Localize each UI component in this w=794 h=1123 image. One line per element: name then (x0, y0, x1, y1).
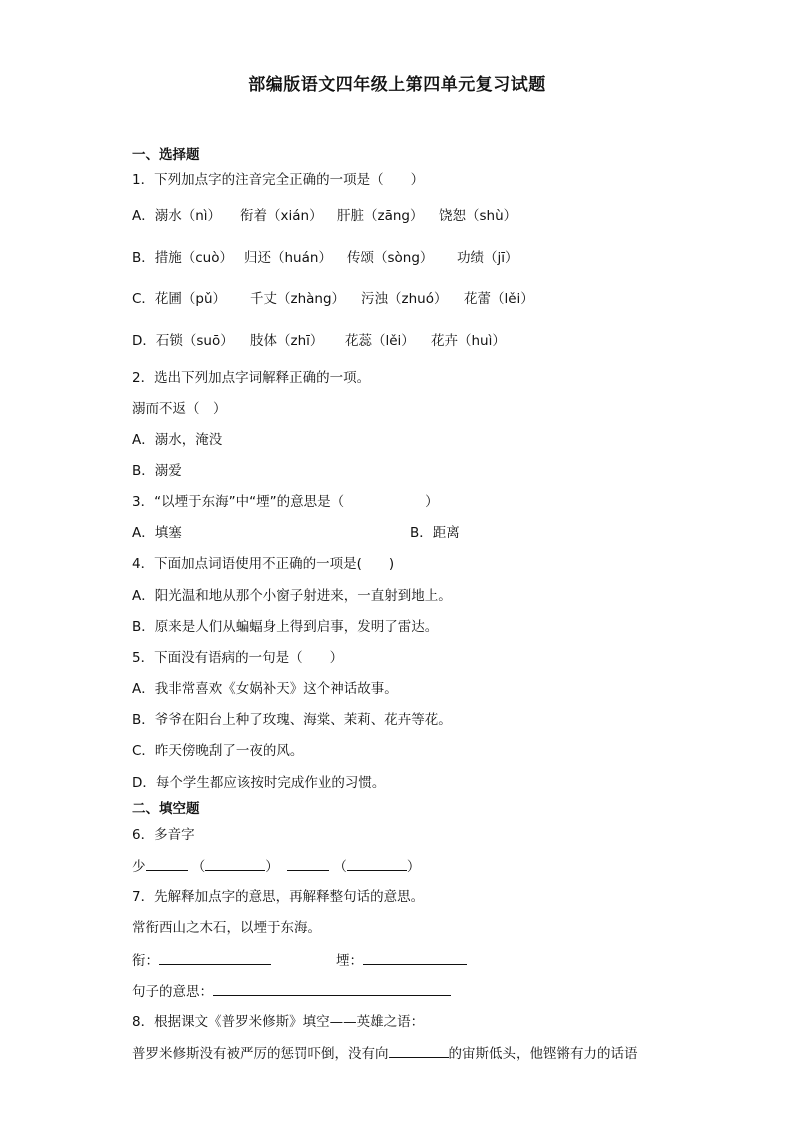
answer-blank[interactable] (213, 981, 451, 996)
sentence-end: 的宙斯低头，他铿锵有力的话语 (448, 1046, 638, 1062)
question-7-word-1 (132, 950, 271, 971)
question-5-option-b: B．爷爷在阳台上种了玫瑰、海棠、茉莉、花卉等花。 (132, 712, 452, 728)
option-text: A．溺水（nì） (132, 208, 222, 224)
paren-close: ） (406, 859, 421, 875)
question-6-blanks (132, 856, 420, 877)
section-heading-fill: 二、填空题 (132, 801, 200, 817)
field-label: 堙： (336, 953, 363, 969)
question-6-stem: 6．多音字 (132, 827, 195, 843)
option-text: 千丈（zhàng） (250, 291, 346, 307)
question-8-fill (132, 1043, 638, 1064)
question-5-option-a: A．我非常喜欢《女娲补天》这个神话故事。 (132, 681, 398, 697)
paren-open: （ (191, 859, 206, 875)
question-4-option-b: B．原来是人们从蝙蝠身上得到启事，发明了雷达。 (132, 619, 439, 635)
page-title: 部编版语文四年级上第四单元复习试题 (248, 75, 546, 95)
option-text: 花卉（huì） (431, 333, 506, 349)
question-4-stem: 4．下面加点词语使用不正确的一项是( ) (132, 556, 395, 572)
answer-blank[interactable] (389, 1043, 449, 1058)
polyphone-char: 少 (132, 859, 146, 875)
option-text: D．石锁（suō） (132, 333, 234, 349)
field-label: 衔： (132, 953, 159, 969)
option-text: 污浊（zhuó） (361, 291, 448, 307)
question-1-stem: 1．下列加点字的注音完全正确的一项是（ ） (132, 172, 425, 188)
paren-open: （ (333, 859, 347, 875)
option-text: 归还（huán） (244, 250, 332, 266)
question-5-option-c: C．昨天傍晚刮了一夜的风。 (132, 743, 304, 759)
question-7-meaning (132, 981, 451, 1002)
option-text: C．花圃（pǔ） (132, 291, 227, 307)
answer-blank[interactable] (347, 856, 407, 871)
question-7-sentence: 常衔西山之木石，以堙于东海。 (132, 920, 321, 936)
question-5-stem: 5．下面没有语病的一句是（ ） (132, 650, 344, 666)
question-2-option-b: B．溺爱 (132, 463, 182, 479)
field-label: 句子的意思： (132, 984, 213, 1000)
option-text: 肢体（zhī） (250, 333, 324, 349)
option-text: 衔着（xián） (240, 208, 323, 224)
option-text: 饶恕（shù） (439, 208, 518, 224)
section-heading-choice: 一、选择题 (132, 147, 200, 163)
question-5-option-d: D．每个学生都应该按时完成作业的习惯。 (132, 775, 386, 791)
question-7-word-2 (336, 950, 467, 971)
question-2-stem: 2．选出下列加点字词解释正确的一项。 (132, 370, 371, 386)
question-2-phrase: 溺而不返（ ） (132, 401, 227, 417)
option-text: 花蕊（lěi） (345, 333, 415, 349)
paren-close: ） (265, 859, 279, 875)
option-text: 传颂（sòng） (347, 250, 434, 266)
question-2-option-a: A．溺水，淹没 (132, 432, 223, 448)
question-4-option-a: A．阳光温和地从那个小窗子射进来，一直射到地上。 (132, 588, 452, 604)
option-text: 肝脏（zāng） (337, 208, 424, 224)
option-text: B．措施（cuò） (132, 250, 233, 266)
question-3-option-a: A．填塞 (132, 525, 182, 541)
answer-blank[interactable] (205, 856, 265, 871)
option-text: 花蕾（lěi） (464, 291, 534, 307)
answer-blank[interactable] (287, 856, 329, 871)
sentence-start: 普罗米修斯没有被严厉的惩罚吓倒，没有向 (132, 1046, 389, 1062)
question-8-stem: 8．根据课文《普罗米修斯》填空——英雄之语： (132, 1014, 425, 1030)
question-7-stem: 7．先解释加点字的意思，再解释整句话的意思。 (132, 889, 425, 905)
question-3-option-b: B．距离 (410, 525, 460, 541)
question-3-stem: 3．“以堙于东海”中“堙”的意思是（ ） (132, 494, 439, 510)
answer-blank[interactable] (146, 856, 188, 871)
answer-blank[interactable] (363, 950, 467, 965)
answer-blank[interactable] (159, 950, 271, 965)
option-text: 功绩（jī） (457, 250, 519, 266)
